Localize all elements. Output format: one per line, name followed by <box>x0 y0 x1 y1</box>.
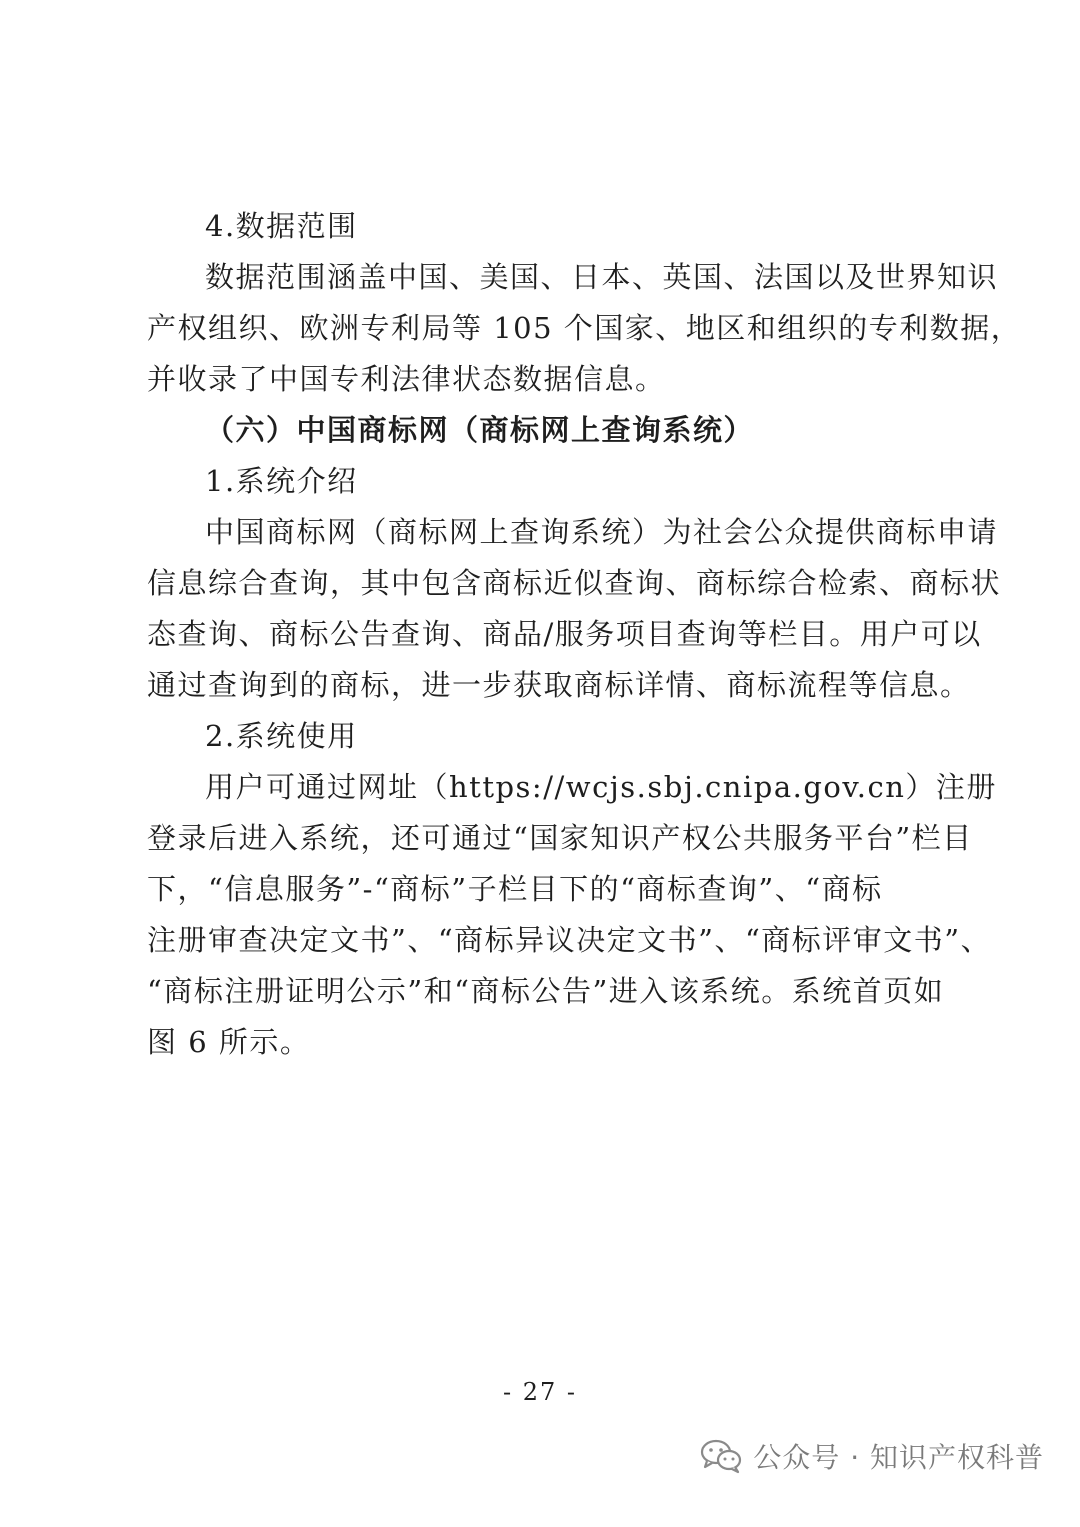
paragraph-line: 下，“信息服务”-“商标”子栏目下的“商标查询”、“商标 <box>147 872 883 906</box>
paragraph-line: 态查询、商标公告查询、商品/服务项目查询等栏目。用户可以 <box>147 617 982 651</box>
watermark-text: 公众号 · 知识产权科普 <box>753 1441 1044 1474</box>
paragraph-line: 注册审查决定文书”、“商标异议决定文书”、“商标评审文书”、 <box>147 923 992 957</box>
paragraph-line: 通过查询到的商标，进一步获取商标详情、商标流程等信息。 <box>147 668 971 702</box>
paragraph-line: “商标注册证明公示”和“商标公告”进入该系统。系统首页如 <box>147 974 945 1008</box>
paragraph-line: 用户可通过网址（https://wcjs.sbj.cnipa.gov.cn）注册 <box>205 770 997 804</box>
wechat-icon <box>699 1438 743 1474</box>
paragraph-line: 信息综合查询，其中包含商标近似查询、商标综合检索、商标状 <box>147 566 1002 600</box>
paragraph-line: 登录后进入系统，还可通过“国家知识产权公共服务平台”栏目 <box>147 821 973 855</box>
paragraph-line: 数据范围涵盖中国、美国、日本、英国、法国以及世界知识 <box>205 260 999 294</box>
paragraph-line: 产权组织、欧洲专利局等 105 个国家、地区和组织的专利数据， <box>147 311 1022 345</box>
paragraph-line: 图 6 所示。 <box>147 1025 311 1059</box>
subheading-system-intro: 1.系统介绍 <box>205 464 358 498</box>
watermark <box>699 1434 1044 1478</box>
section-heading-data-scope: 4.数据范围 <box>205 209 358 243</box>
paragraph-line: 中国商标网（商标网上查询系统）为社会公众提供商标申请 <box>205 515 999 549</box>
subheading-system-usage: 2.系统使用 <box>205 719 358 753</box>
page-number: - 27 - <box>502 1378 577 1406</box>
paragraph-line: 并收录了中国专利法律状态数据信息。 <box>147 362 666 396</box>
section-heading-trademark-net: （六）中国商标网（商标网上查询系统） <box>205 413 755 447</box>
